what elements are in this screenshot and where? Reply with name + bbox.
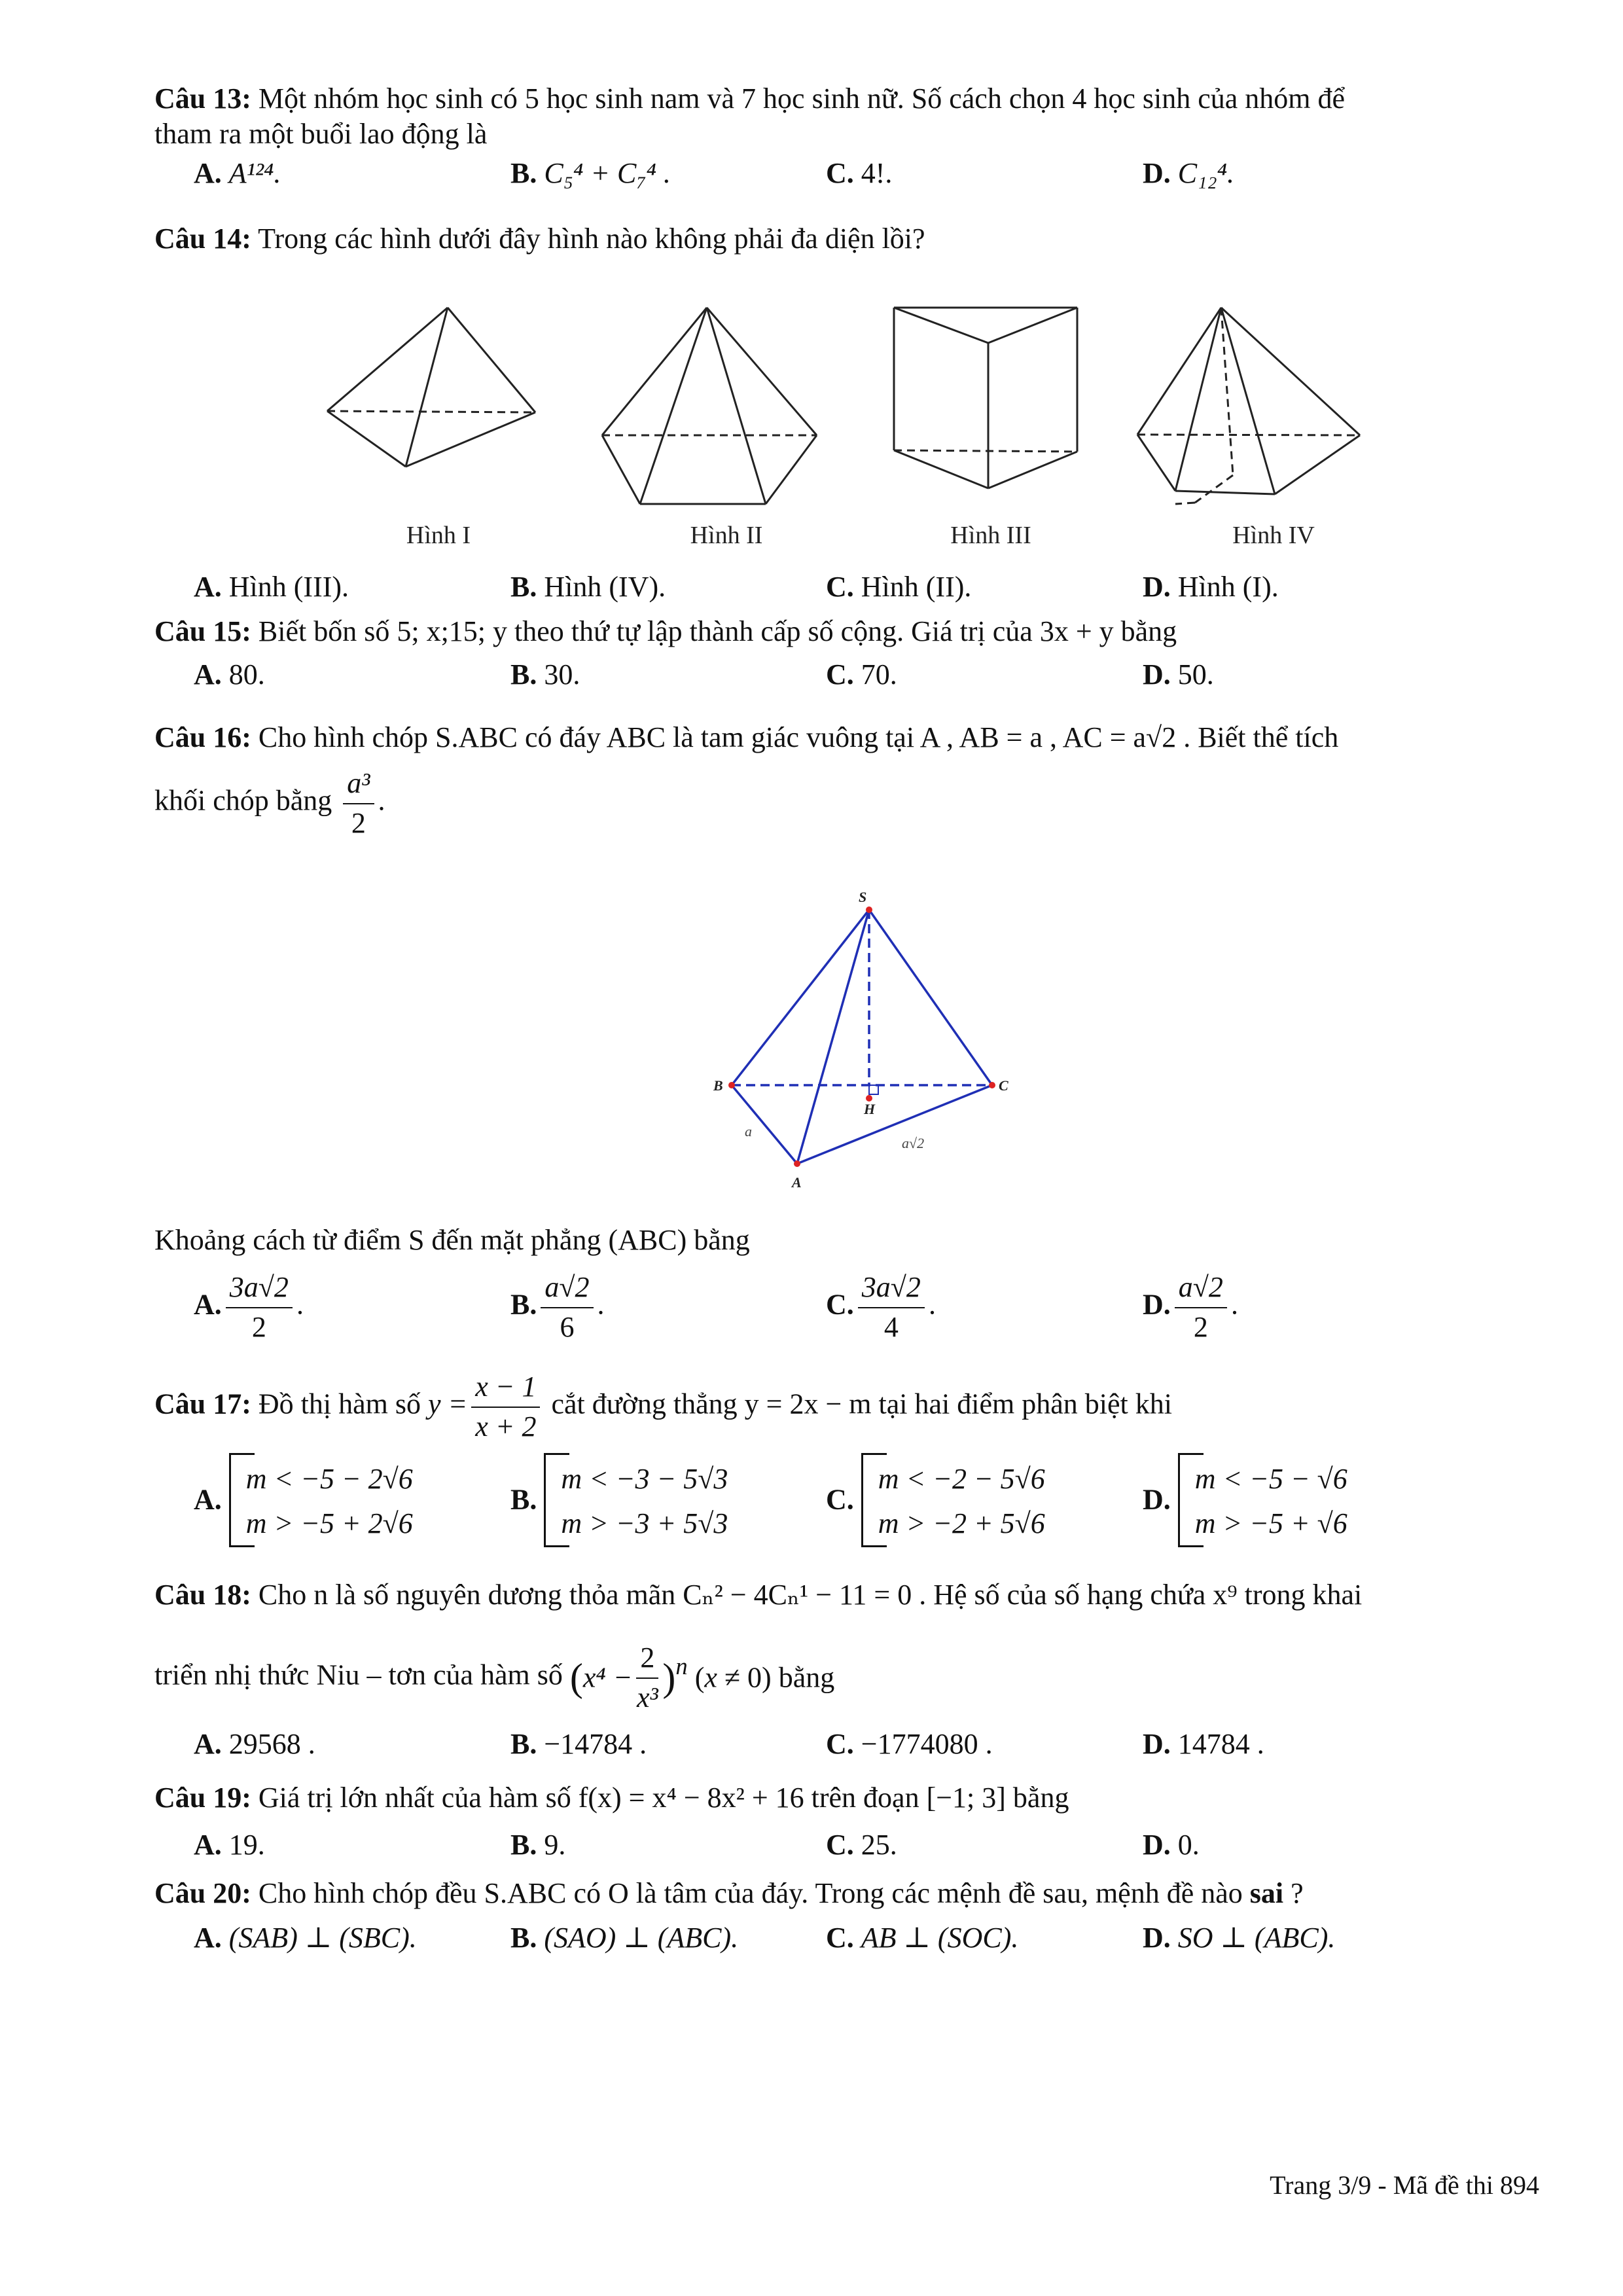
q18-option-c[interactable]: C. −1774080 .	[826, 1728, 993, 1760]
q14-line	[154, 223, 925, 256]
q16-pyramid-figure	[707, 890, 1034, 1198]
q18-option-b[interactable]: B. −14784 .	[510, 1728, 647, 1760]
q18-line1	[154, 1579, 1362, 1612]
q16-question: Khoảng cách từ điểm S đến mặt phẳng (ABC) bằng	[154, 1224, 750, 1256]
figure-4-shape	[1137, 308, 1360, 504]
q14-option-b[interactable]: B. Hình (IV).	[510, 571, 666, 603]
q14-option-a[interactable]: A. Hình (III).	[194, 571, 349, 603]
edge-ac-label: a√2	[902, 1135, 925, 1151]
q15-option-b[interactable]: B. 30.	[510, 658, 580, 691]
q17-option-b[interactable]: B. m < −3 − 5√3 m > −3 + 5√3	[510, 1453, 569, 1547]
q14-figures	[308, 295, 1381, 556]
figure-1-caption: Hình I	[406, 522, 471, 549]
q13-text1: Một nhóm học sinh có 5 học sinh nam và 7 học sinh nữ. Số cách chọn 4 học sinh của nhóm để	[258, 82, 1346, 115]
q16-option-d[interactable]: D. $\frac{a√2}{2}$ .	[1143, 1271, 1238, 1343]
q20-option-d[interactable]: D. SO ⊥ (ABC).	[1143, 1922, 1336, 1954]
q16-text1: Cho hình chóp S.ABC có đáy ABC là tam giác vuông tại A , AB = a , AC = a√2 . Biết thể tích	[258, 721, 1339, 753]
q13-text2: tham ra một buổi lao động là	[154, 118, 488, 150]
q13-line1	[154, 82, 1345, 116]
figure-3-shape	[894, 308, 1077, 488]
q20-option-c[interactable]: C. AB ⊥ (SOC).	[826, 1922, 1019, 1954]
vertex-c-label: C	[999, 1077, 1008, 1094]
q19-label: Câu 19:	[154, 1782, 251, 1814]
q17-option-a[interactable]: A. m < −5 − 2√6 m > −5 + 2√6	[194, 1453, 255, 1547]
q20-option-b[interactable]: B. (SAO) ⊥ (ABC).	[510, 1922, 739, 1954]
q20-emphasis: sai	[1249, 1877, 1284, 1909]
q15-option-a[interactable]: A. 80.	[194, 658, 265, 691]
edge-ab-label: a	[745, 1123, 752, 1139]
q13-option-b[interactable]: B. C₅⁴ + C₇⁴ .	[510, 157, 671, 189]
figure-1-shape	[327, 308, 535, 467]
q16-option-a[interactable]: A. $\frac{3a√2}{2}$ .	[194, 1271, 304, 1343]
q19-text: Giá trị lớn nhất của hàm số f(x) = x⁴ − 8x² + 16 trên đoạn [−1; 3] bằng	[258, 1782, 1069, 1814]
q14-option-c[interactable]: C. Hình (II).	[826, 571, 972, 603]
q14-option-d[interactable]: D. Hình (I).	[1143, 571, 1279, 603]
q18-option-d[interactable]: D. 14784 .	[1143, 1728, 1264, 1760]
q19-option-d[interactable]: D. 0.	[1143, 1829, 1200, 1861]
q14-text: Trong các hình dưới đây hình nào không phải đa diện lồi?	[258, 223, 925, 255]
q17-option-d[interactable]: D. m < −5 − √6 m > −5 + √6	[1143, 1453, 1204, 1547]
q17-option-c[interactable]: C. m < −2 − 5√6 m > −2 + 5√6	[826, 1453, 887, 1547]
q18-binomial-fraction: $\frac{2}{\text{x³}}$	[637, 1641, 658, 1713]
q18-text2-suffix: bằng	[778, 1661, 835, 1694]
q15-option-d[interactable]: D. 50.	[1143, 658, 1214, 691]
q13-label: Câu 13:	[154, 82, 251, 115]
q14-label: Câu 14:	[154, 223, 251, 255]
q16-line1	[154, 721, 1338, 755]
q20-label: Câu 20:	[154, 1877, 251, 1909]
q19-option-c[interactable]: C. 25.	[826, 1829, 897, 1861]
figure-2-shape	[602, 308, 817, 504]
q13-option-a[interactable]: A. A¹²⁴.	[194, 157, 281, 189]
q15-text: Biết bốn số 5; x;15; y theo thứ tự lập thành cấp số cộng. Giá trị của 3x + y bằng	[258, 615, 1177, 647]
q17-line: Câu 17: Đồ thị hàm số y = $\frac{x - 1}{x + 2}$ cắt đường thẳng y = 2x − m tại hai điểm phân biệt khi	[154, 1371, 1172, 1443]
q16-line2: khối chóp bằng $\frac{\text{a³}}{2}$ .	[154, 767, 385, 839]
vertex-h-label: H	[864, 1101, 876, 1117]
figure-4-caption: Hình IV	[1232, 522, 1315, 549]
q19-option-a[interactable]: A. 19.	[194, 1829, 265, 1861]
q15-line	[154, 615, 1177, 649]
vertex-a-label: A	[792, 1174, 802, 1191]
q16-text2: khối chóp bằng	[154, 784, 332, 817]
q16-volume-fraction: $\frac{\text{a³}}{2}$	[343, 767, 374, 840]
q18-text1: Cho n là số nguyên dương thỏa mãn Cₙ² − 4Cₙ¹ − 11 = 0 . Hệ số của số hạng chứa x⁹ trong khai	[258, 1579, 1363, 1611]
q17-suffix: cắt đường thẳng y = 2x − m tại hai điểm phân biệt khi	[551, 1388, 1172, 1420]
q17-label: Câu 17:	[154, 1388, 251, 1420]
q18-text2: triển nhị thức Niu – tơn của hàm số	[154, 1659, 563, 1691]
q13-option-c[interactable]: C. 4!.	[826, 157, 893, 189]
q20-option-a[interactable]: A. (SAB) ⊥ (SBC).	[194, 1922, 417, 1954]
q20-text: Cho hình chóp đều S.ABC có O là tâm của đáy. Trong các mệnh đề sau, mệnh đề nào	[258, 1877, 1243, 1909]
q13-option-d[interactable]: D. C₁₂⁴.	[1143, 157, 1235, 189]
q15-option-c[interactable]: C. 70.	[826, 658, 897, 691]
q16-label: Câu 16:	[154, 721, 251, 753]
figure-2-caption: Hình II	[690, 522, 763, 549]
q18-option-a[interactable]: A. 29568 .	[194, 1728, 315, 1760]
q18-line2: triển nhị thức Niu – tơn của hàm số (x⁴ − $\frac{2}{\text{x³}}$ )$^n$ (x ≠ 0) bằng	[154, 1641, 835, 1713]
vertex-b-label: B	[713, 1077, 723, 1094]
q16-option-b[interactable]: B. $\frac{a√2}{6}$ .	[510, 1271, 605, 1343]
page-footer: Trang 3/9 - Mã đề thi 894	[1270, 2170, 1539, 2200]
vertex-s-label: S	[859, 890, 867, 905]
q17-prefix: Đồ thị hàm số	[258, 1388, 421, 1420]
q19-line	[154, 1782, 1069, 1815]
q15-label: Câu 15:	[154, 615, 251, 647]
q16-option-c[interactable]: C. $\frac{3a√2}{4}$ .	[826, 1271, 936, 1343]
q19-option-b[interactable]: B. 9.	[510, 1829, 566, 1861]
q17-function-fraction: $\frac{x - 1}{x + 2}$	[471, 1371, 540, 1443]
figure-3-caption: Hình III	[950, 522, 1031, 549]
q20-line: Câu 20: Cho hình chóp đều S.ABC có O là tâm của đáy. Trong các mệnh đề sau, mệnh đề nào sai ?	[154, 1877, 1304, 1909]
q18-label: Câu 18:	[154, 1579, 251, 1611]
